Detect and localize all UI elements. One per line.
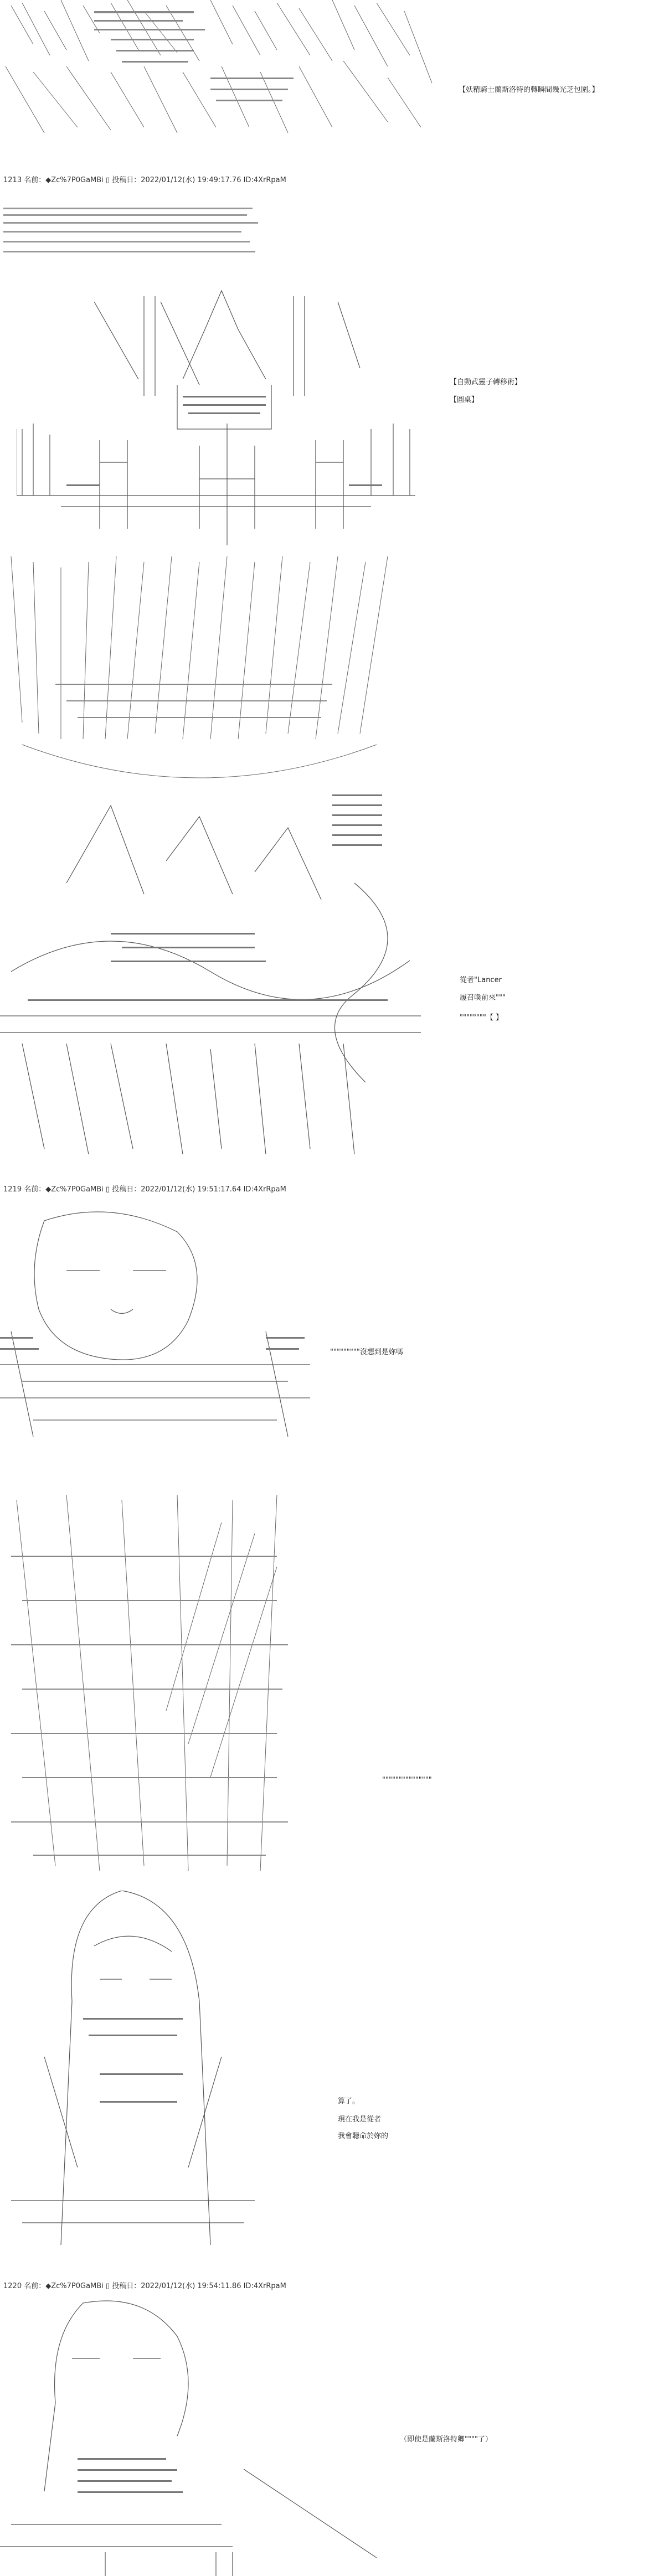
ascii-art-light-rays bbox=[0, 556, 399, 789]
ascii-art-round-table-hall bbox=[17, 285, 415, 545]
narration-caption: 【圓桌】 bbox=[450, 396, 479, 404]
post-header: 1220 名前：◆Zc%7P0GaMBi ▯ 投稿日：2022/01/12(水) 19:54:11.86 ID:4XrRpaM bbox=[3, 2282, 286, 2290]
dialogue-caption: 我會聽命於妳的 bbox=[338, 2132, 389, 2140]
dialogue-caption: 算了。 bbox=[338, 2097, 360, 2105]
ascii-art-knight-portrait bbox=[0, 1199, 310, 1442]
ascii-art-knight-top bbox=[0, 0, 443, 136]
ascii-art-separator-lines bbox=[3, 208, 264, 263]
ascii-art-final-figure bbox=[0, 2292, 388, 2576]
narration-caption: 履召喚前來""" bbox=[460, 994, 506, 1002]
dialogue-caption: （即使是蘭斯洛特卿""""了） bbox=[400, 2435, 492, 2444]
post-header: 1219 名前：◆Zc%7P0GaMBi ▯ 投稿日：2022/01/12(水) 19:51:17.64 ID:4XrRpaM bbox=[3, 1185, 286, 1194]
post-header: 1213 名前：◆Zc%7P0GaMBi ▯ 投稿日：2022/01/12(水) 19:49:17.76 ID:4XrRpaM bbox=[3, 176, 286, 184]
ascii-art-dense-closeup bbox=[0, 1489, 299, 1877]
ascii-art-long-hair-figure bbox=[11, 1891, 266, 2250]
narration-caption: 從者"Lancer bbox=[460, 976, 502, 984]
ascii-art-lancer-arrival bbox=[0, 794, 421, 1176]
dialogue-caption: """"""""""""""" bbox=[382, 1776, 432, 1784]
dialogue-caption: """""""""沒想到是妳嗎 bbox=[330, 1348, 403, 1356]
narration-caption: """"""""【 】 bbox=[460, 1014, 503, 1022]
dialogue-caption: 現在我是從者 bbox=[338, 2115, 382, 2124]
narration-caption: 【自動武靈子轉移術】 bbox=[450, 378, 522, 386]
narration-caption: 【妖精騎士蘭斯洛特的轉瞬間幾光芝包圍。】 bbox=[459, 86, 599, 94]
